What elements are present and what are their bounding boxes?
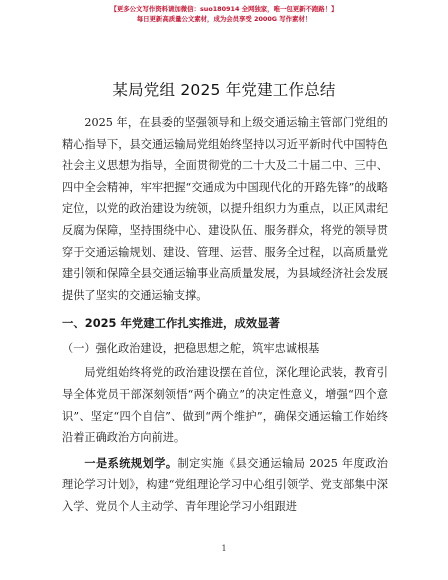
document-body: [62, 112, 388, 518]
paragraph-3-lead: 一是系统规划学。: [84, 456, 178, 470]
document-title: 某局党组 2025 年党建工作总结: [112, 81, 336, 99]
section-heading-1: 一、2025 年党建工作扎实推进，成效显著: [62, 316, 280, 331]
paragraph-2: 局党组始终将党的政治建设摆在首位，深化理论武装，教育引导全体党员干部深刻领悟“两个确立”的决定性意义，增强“四个意识”、坚定“四个自信”、做到“两个维护”，确保交通运输工作始终沿着正确政治方向前进。: [62, 366, 388, 445]
promo-line-2: 每日更新高质量公文素材，成为会员享受 2000G 写作素材！: [136, 15, 312, 23]
subsection-heading-1: （一）强化政治建设，把稳思想之舵，筑牢忠诚根基: [62, 342, 320, 356]
paragraph-3: [62, 453, 388, 518]
page-number: 1: [221, 544, 227, 553]
intro-paragraph: 2025 年，在县委的坚强领导和上级交通运输主管部门党组的精心指导下，县交通运输局党组始终坚持以习近平新时代中国特色社会主义思想为指导，全面贯彻党的二十大及二十届二中、三中、四中全会精神，牢牢把握“交通成为中国现代化的开路先锋”的战略定位，以党的政治建设为统领，以提升组织力为重点，以正风肃纪反腐为保障，坚持围绕中心、建设队伍、服务群众，将党的领导贯穿于交通运输规划、建设、管理、运营、服务全过程，以高质量党建引领和保障全县交通运输事业高质量发展，为县域经济社会发展提供了坚实的交通运输支撑。: [62, 116, 388, 302]
paragraph-3-text: 制定实施《县交通运输局 2025 年度政治理论学习计划》，构建“党组理论学习中心组引领学、党支部集中深入学、党员个人主动学、青年理论学习小组跟进: [62, 456, 388, 513]
promo-line-1: 【更多公文写作资料请加微信：suo180914 全网独家，唯一包更新不跑路！】: [110, 5, 338, 13]
promo-header: [0, 4, 448, 24]
